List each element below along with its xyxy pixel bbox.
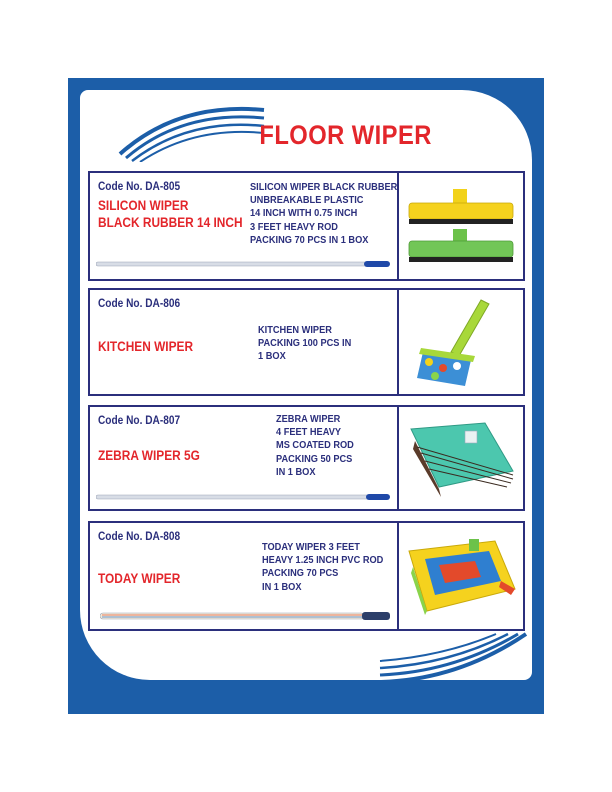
product-description: ZEBRA WIPER 4 FEET HEAVY MS COATED ROD PACKING 50 PCS IN 1 BOX bbox=[276, 413, 354, 478]
product-name: ZEBRA WIPER 5G bbox=[98, 448, 200, 463]
product-image-box bbox=[397, 523, 523, 629]
product-card-da-807 bbox=[88, 405, 525, 511]
teal-zebra-wiper-image bbox=[405, 417, 519, 501]
pvc-rod-image bbox=[100, 611, 392, 621]
product-card-da-805 bbox=[88, 171, 525, 281]
product-image-box bbox=[397, 290, 523, 394]
product-image-box bbox=[397, 407, 523, 509]
product-description: SILICON WIPER BLACK RUBBER UNBREAKABLE PLASTIC 14 INCH WITH 0.75 INCH 3 FEET HEAVY ROD PACKING 70 PCS IN 1 BOX bbox=[250, 181, 398, 246]
yellow-and-green-silicon-wipers-image bbox=[405, 187, 517, 267]
white-rod-image bbox=[96, 259, 392, 269]
product-code: Code No. DA-807 bbox=[98, 415, 181, 427]
product-name: KITCHEN WIPER bbox=[98, 339, 194, 354]
product-image-box bbox=[397, 173, 523, 279]
product-name: TODAY WIPER bbox=[98, 571, 181, 586]
page-title: FLOOR WIPER bbox=[259, 120, 432, 150]
product-code: Code No. DA-808 bbox=[98, 531, 181, 543]
product-name: SILICON WIPER BLACK RUBBER 14 INCH bbox=[98, 198, 243, 230]
product-code: Code No. DA-806 bbox=[98, 298, 181, 310]
today-printed-wiper-image bbox=[405, 537, 519, 617]
product-description: KITCHEN WIPER PACKING 100 PCS IN 1 BOX bbox=[258, 324, 352, 363]
product-code: Code No. DA-805 bbox=[98, 181, 181, 193]
green-kitchen-wiper-image bbox=[413, 296, 513, 392]
product-card-da-808 bbox=[88, 521, 525, 631]
product-card-da-806 bbox=[88, 288, 525, 396]
product-description: TODAY WIPER 3 FEET HEAVY 1.25 INCH PVC ROD PACKING 70 PCS IN 1 BOX bbox=[262, 541, 384, 593]
bottom-right-swoosh-decoration bbox=[378, 630, 530, 686]
white-rod-image bbox=[96, 492, 392, 502]
